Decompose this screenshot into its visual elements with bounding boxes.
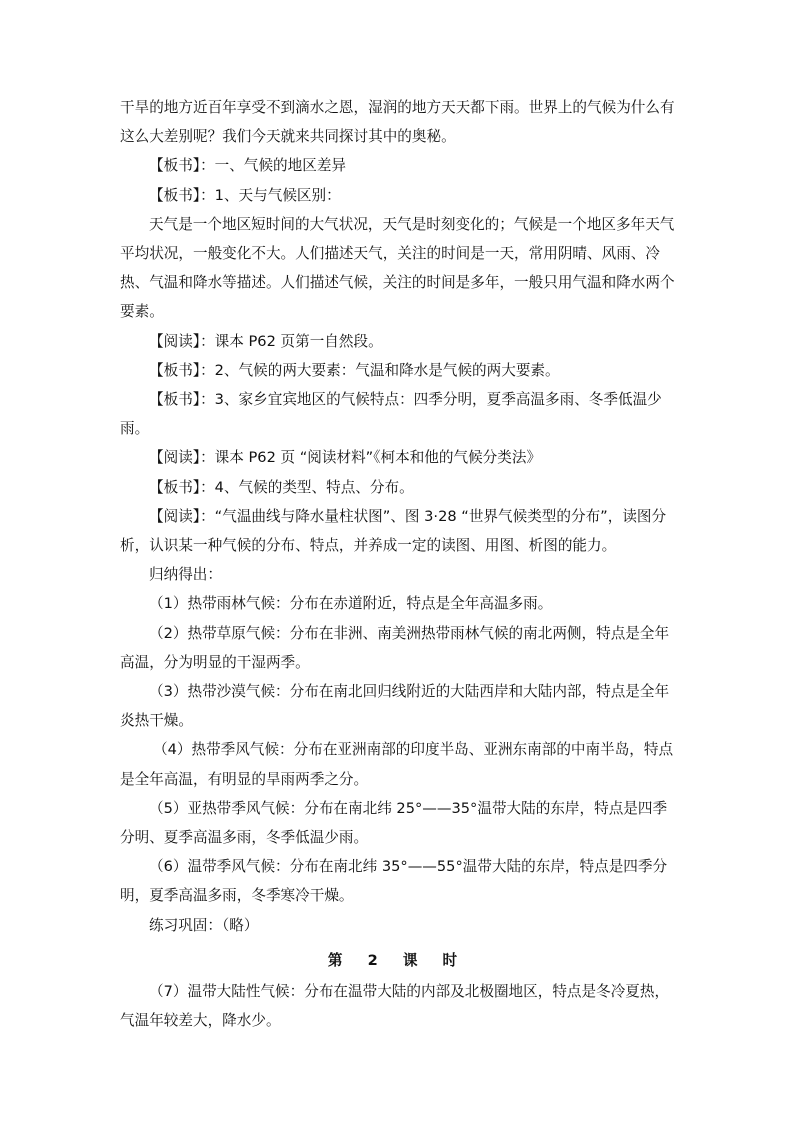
document-body xyxy=(120,93,675,1036)
paragraph-board-4: 【板书】：3、家乡宜宾地区的气候特点：四季分明，夏季高温多雨、冬季低温少雨。 xyxy=(120,391,662,438)
climate-item-2: （2）热带草原气候：分布在非洲、南美洲热带雨林气候的南北两侧，特点是全年高温，分为明显的干湿两季。 xyxy=(120,624,670,671)
paragraph-practice: 练习巩固：（略） xyxy=(149,916,259,934)
paragraph-reading-1: 【阅读】：课本 P62 页第一自然段。 xyxy=(149,332,383,350)
paragraph-intro: 干旱的地方近百年享受不到滴水之恩，湿润的地方天天都下雨。世界上的气候为什么有这么大差别呢？我们今天就来共同探讨其中的奥秘。 xyxy=(120,99,675,146)
climate-item-1: （1）热带雨林气候：分布在赤道附近，特点是全年高温多雨。 xyxy=(149,595,553,613)
climate-item-6: （6）温带季风气候：分布在南北纬 35°——55°温带大陆的东岸，特点是四季分明，夏季高温多雨，冬季寒冷干燥。 xyxy=(120,858,668,905)
climate-item-4: （4）热带季风气候：分布在亚洲南部的印度半岛、亚洲东南部的中南半岛，特点是全年高温，有明显的旱雨两季之分。 xyxy=(120,741,674,788)
paragraph-summary-lead: 归纳得出： xyxy=(149,566,222,584)
paragraph-weather-climate: 天气是一个地区短时间的大气状况，天气是时刻变化的；气候是一个地区多年天气平均状况，一般变化不大。人们描述天气，关注的时间是一天，常用阴晴、风雨、冷热、气温和降水等描述。人们描述气候，关注的时间是多年，一般只用气温和降水两个要素。 xyxy=(120,215,675,321)
climate-item-5: （5）亚热带季风气候：分布在南北纬 25°——35°温带大陆的东岸，特点是四季分明、夏季高温多雨，冬季低温少雨。 xyxy=(120,799,668,847)
climate-item-7: （7）温带大陆性气候：分布在温带大陆的内部及北极圈地区，特点是冬冷夏热，气温年较差大，降水少。 xyxy=(120,983,670,1030)
paragraph-reading-2: 【阅读】：课本 P62 页 “阅读材料”《柯本和他的气候分类法》 xyxy=(149,449,542,467)
lesson-title: 第 2 课 时 xyxy=(327,951,468,969)
paragraph-board-1: 【板书】：一、气候的地区差异 xyxy=(149,157,347,175)
paragraph-board-3: 【板书】：2、气候的两大要素：气温和降水是气候的两大要素。 xyxy=(149,361,560,379)
climate-item-3: （3）热带沙漠气候：分布在南北回归线附近的大陆西岸和大陆内部，特点是全年炎热干燥。 xyxy=(120,683,670,730)
paragraph-board-2: 【板书】：1、天与气候区别： xyxy=(149,186,341,204)
paragraph-board-5: 【板书】：4、气候的类型、特点、分布。 xyxy=(149,478,414,496)
paragraph-reading-3: 【阅读】：“气温曲线与降水量柱状图”、图 3·28 “世界气候类型的分布”，读图分析，认识某一种气候的分布、特点，并养成一定的读图、用图、析图的能力。 xyxy=(120,507,667,555)
